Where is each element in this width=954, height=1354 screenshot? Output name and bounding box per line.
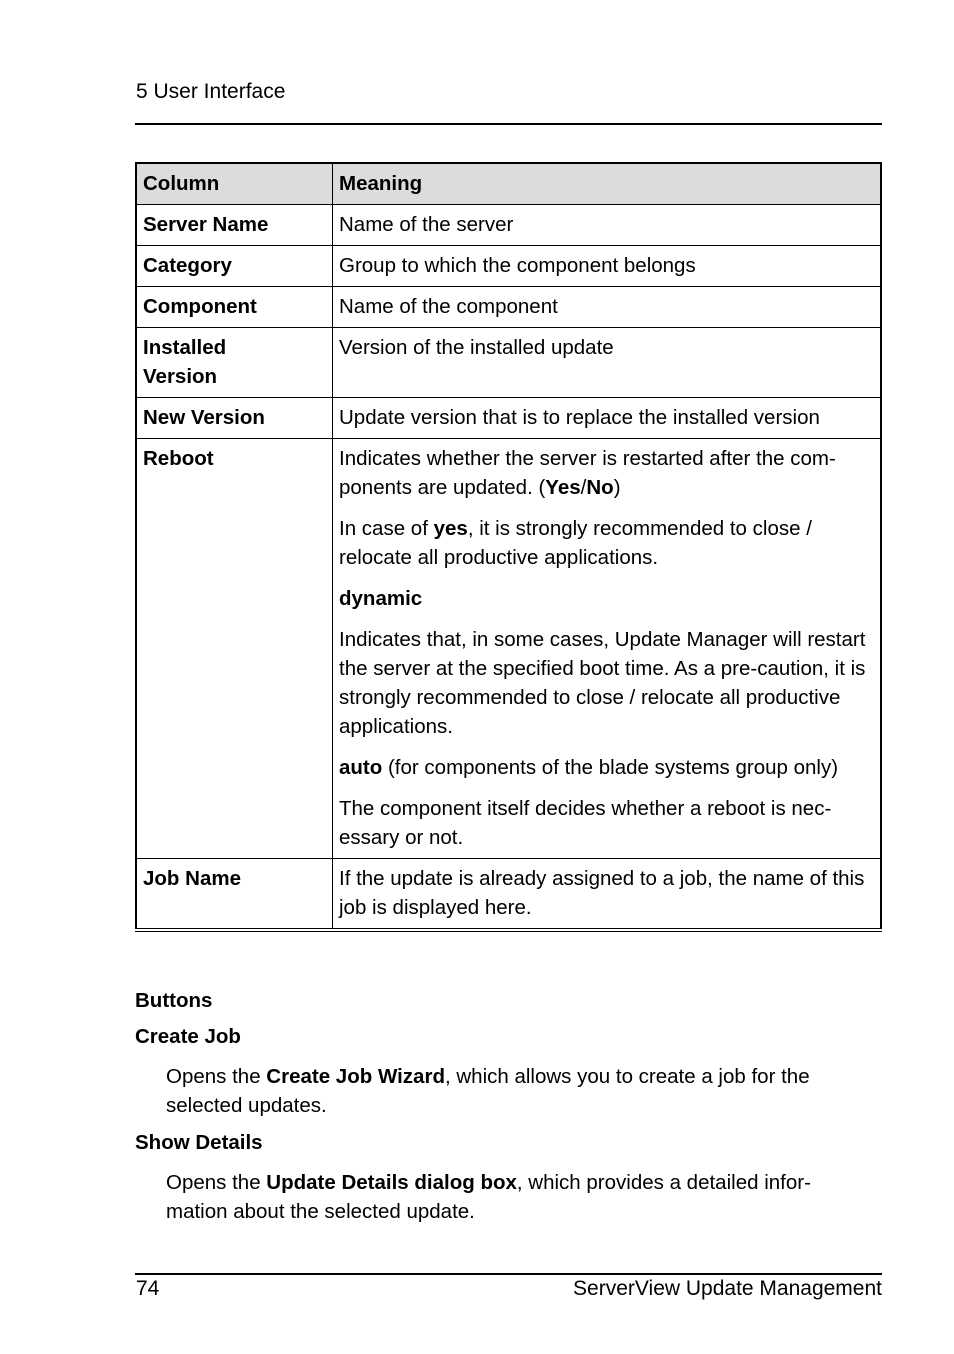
row-column-name: Job Name [136,859,333,931]
create-job-heading: Create Job [135,1025,241,1048]
row-column-name: New Version [136,398,333,439]
row-column-name: Component [136,287,333,328]
reboot-para-auto: auto (for components of the blade systems group only) [339,756,839,779]
header-meaning: Meaning [333,163,882,205]
show-details-description: Opens the Update Details dialog box, which provides a detailed infor-mation about the selected update. [166,1171,811,1223]
row-column-name: Reboot [136,439,333,859]
table-row [136,246,881,287]
footer-rule [135,1273,882,1275]
row-column-name: Server Name [136,205,333,246]
table-header-row [136,163,881,205]
table-row [136,859,881,931]
buttons-heading: Buttons [135,989,213,1012]
table-row [136,205,881,246]
show-details-heading: Show Details [135,1131,263,1154]
reboot-para-6: The component itself decides whether a reboot is nec-essary or not. [339,797,832,849]
row-meaning: Version of the installed update [333,328,882,398]
running-header: 5 User Interface [136,80,286,103]
reboot-para-2: In case of yes, it is strongly recommended to close / relocate all productive applications. [339,517,812,569]
table-row [136,398,881,439]
row-meaning: If the update is already assigned to a job, the name of this job is displayed here. [333,859,882,931]
header-column: Column [136,163,333,205]
column-meaning-table [135,162,882,932]
header-rule [135,123,882,125]
row-meaning: Name of the server [333,205,882,246]
reboot-para-1: Indicates whether the server is restarted after the com-ponents are updated. (Yes/No) [339,447,836,499]
table-row-reboot [136,439,881,859]
row-meaning: Update version that is to replace the installed version [333,398,882,439]
create-job-description: Opens the Create Job Wizard, which allows you to create a job for the selected updates. [166,1065,810,1117]
reboot-para-4: Indicates that, in some cases, Update Manager will restart the server at the specified boot time. As a pre-caution, it is strongly recommended to close / relocate all productive applications. [339,628,866,738]
installed-version-label: Installed Version [143,336,227,388]
row-column-name: Category [136,246,333,287]
row-meaning-reboot [333,439,882,859]
footer-title: ServerView Update Management [573,1277,882,1300]
reboot-para-dynamic: dynamic [339,587,423,610]
page-number: 74 [136,1277,160,1300]
row-column-name [136,328,333,398]
table-row [136,287,881,328]
table-row [136,328,881,398]
row-meaning: Group to which the component belongs [333,246,882,287]
row-meaning: Name of the component [333,287,882,328]
